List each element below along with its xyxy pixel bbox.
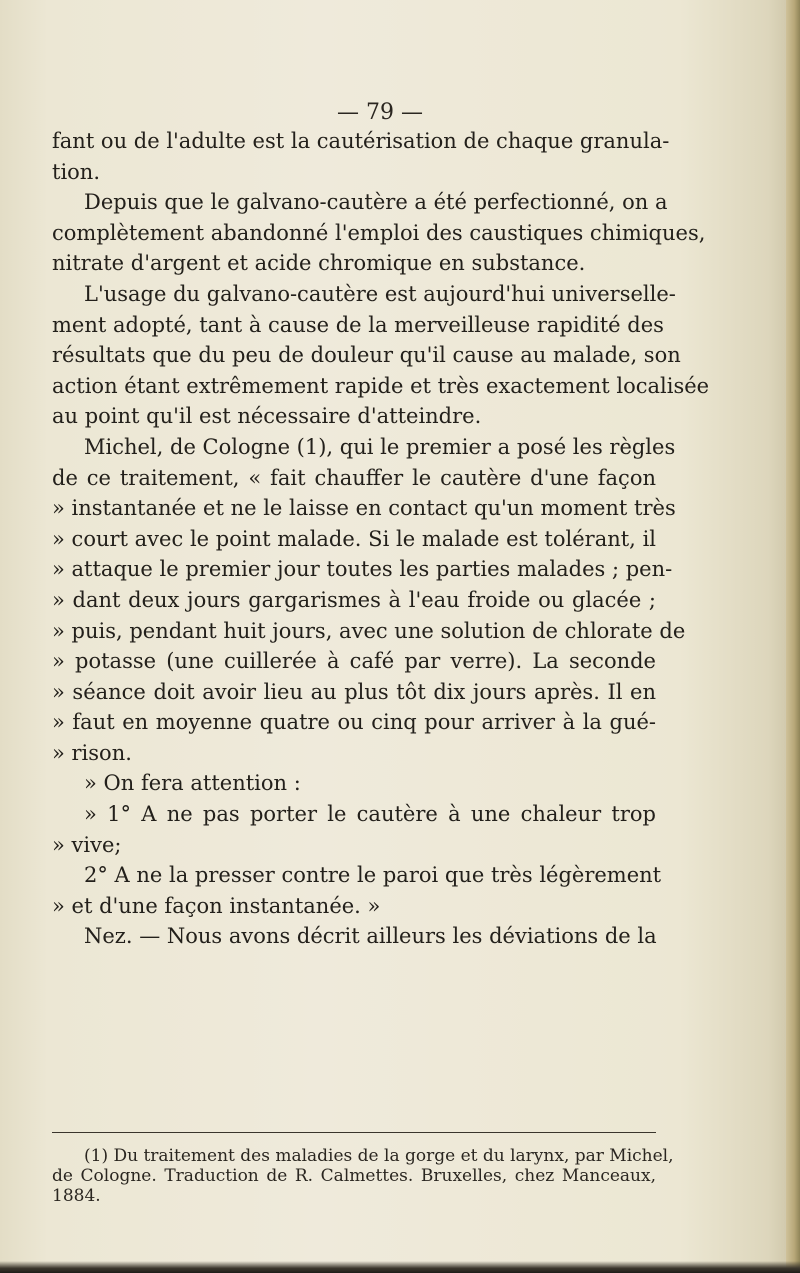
page-number: — 79 — bbox=[337, 100, 423, 125]
footnote-divider bbox=[52, 1132, 656, 1133]
page-edge-shadow bbox=[786, 0, 800, 1273]
text-line: » On fera attention : bbox=[84, 771, 301, 796]
footnote-line: 1884. bbox=[52, 1186, 101, 1206]
page-bottom-shadow bbox=[0, 1261, 800, 1273]
footnote-line: (1) Du traitement des maladies de la gorge et du larynx, par Michel, bbox=[84, 1146, 674, 1166]
body-text bbox=[52, 126, 710, 952]
text-line: » séance doit avoir lieu au plus tôt dix jours après. Il en bbox=[52, 679, 656, 704]
text-line: » instantanée et ne le laisse en contact qu'un moment très bbox=[52, 496, 676, 521]
text-line: résultats que du peu de douleur qu'il cause au malade, son bbox=[52, 343, 681, 368]
footnote bbox=[52, 1146, 674, 1206]
text-line: L'usage du galvano-cautère est aujourd'hui universelle- bbox=[84, 281, 676, 306]
text-line: » court avec le point malade. Si le malade est tolérant, il bbox=[52, 526, 656, 551]
text-line: fant ou de l'adulte est la cautérisation de chaque granula- bbox=[52, 129, 670, 153]
text-line: » rison. bbox=[52, 740, 132, 765]
text-line: » faut en moyenne quatre ou cinq pour arriver à la gué- bbox=[52, 710, 656, 735]
text-line: au point qu'il est nécessaire d'atteindre. bbox=[52, 404, 482, 429]
text-line: » puis, pendant huit jours, avec une solution de chlorate de bbox=[52, 618, 686, 643]
text-line: Michel, de Cologne (1), qui le premier a posé les règles bbox=[84, 434, 676, 459]
text-line: » potasse (une cuillerée à café par verre). La seconde bbox=[52, 649, 656, 674]
text-line: de ce traitement, « fait chauffer le cautère d'une façon bbox=[52, 465, 656, 490]
text-line: » dant deux jours gargarismes à l'eau froide ou glacée ; bbox=[52, 587, 656, 612]
text-line: tion. bbox=[52, 159, 100, 184]
text-line: action étant extrêmement rapide et très exactement localisée bbox=[52, 373, 710, 398]
text-line: nitrate d'argent et acide chromique en substance. bbox=[52, 251, 586, 276]
text-line: » 1° A ne pas porter le cautère à une chaleur trop bbox=[84, 802, 656, 827]
text-line: » et d'une façon instantanée. » bbox=[52, 893, 381, 918]
text-line: 2° A ne la presser contre le paroi que très légèrement bbox=[84, 863, 662, 888]
footnote-line: de Cologne. Traduction de R. Calmettes. Bruxelles, chez Manceaux, bbox=[52, 1166, 656, 1186]
text-line: Nez. — Nous avons décrit ailleurs les déviations de la bbox=[84, 924, 657, 949]
text-line: ment adopté, tant à cause de la merveilleuse rapidité des bbox=[52, 312, 664, 337]
text-line: » attaque le premier jour toutes les parties malades ; pen- bbox=[52, 557, 673, 582]
text-line: complètement abandonné l'emploi des caustiques chimiques, bbox=[52, 220, 706, 245]
text-line: Depuis que le galvano-cautère a été perfectionné, on a bbox=[84, 190, 668, 215]
text-line: » vive; bbox=[52, 832, 122, 857]
